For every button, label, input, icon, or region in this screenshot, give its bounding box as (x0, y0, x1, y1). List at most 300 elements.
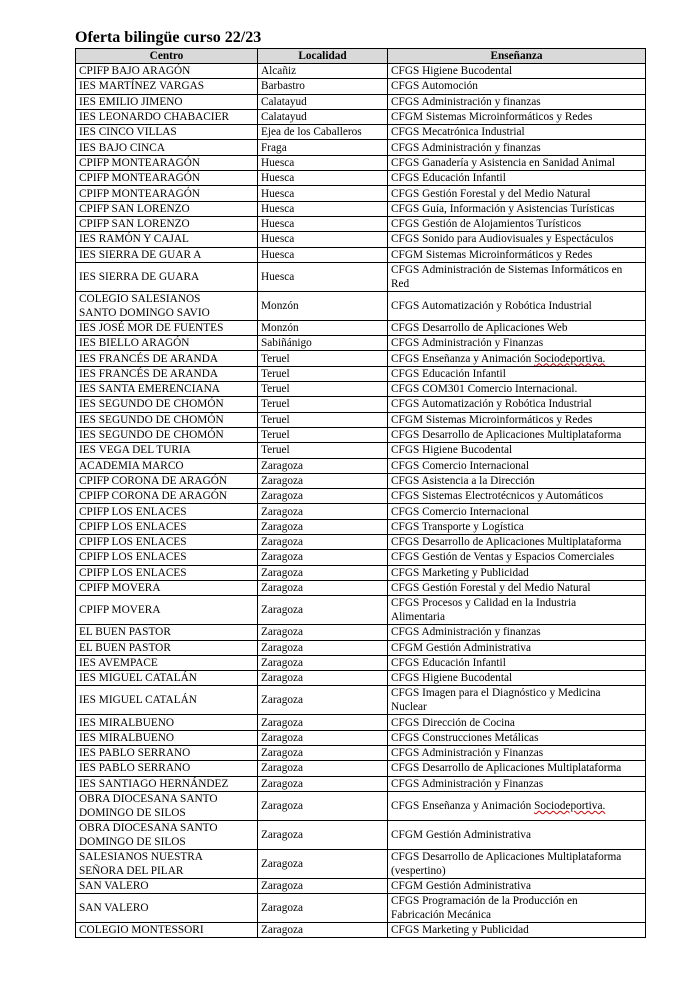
cell-centro-line: IES RAMÓN Y CAJAL (79, 233, 189, 246)
cell-ensenanza-line: CFGS Higiene Bucodental (391, 65, 513, 78)
cell-centro-line: CPIFP SAN LORENZO (79, 218, 190, 231)
cell-centro-line: COLEGIO SALESIANOS (79, 292, 201, 305)
cell-ensenanza (388, 64, 646, 79)
cell-centro (76, 894, 258, 923)
cell-centro (76, 171, 258, 186)
cell-ensenanza-line: CFGS Administración y finanzas (391, 95, 541, 108)
cell-centro (76, 140, 258, 155)
cell-localidad: Teruel (258, 412, 388, 427)
cell-centro (76, 535, 258, 550)
cell-ensenanza-line: CFGS Higiene Bucodental (391, 672, 513, 685)
cell-localidad: Ejea de los Caballeros (258, 125, 388, 140)
cell-centro-line: CPIFP CORONA DE ARAGÓN (79, 490, 228, 503)
cell-localidad: Calatayud (258, 109, 388, 124)
cell-ensenanza-line: CFGS Automatización y Robótica Industrial (391, 299, 592, 312)
cell-localidad: Teruel (258, 366, 388, 381)
cell-centro-line: IES SEGUNDO DE CHOMÓN (79, 398, 224, 411)
cell-centro-line: SANTO DOMINGO SAVIO (79, 306, 210, 319)
cell-centro (76, 519, 258, 534)
cell-ensenanza-line: CFGS Marketing y Publicidad (391, 924, 529, 937)
cell-ensenanza (388, 671, 646, 686)
cell-ensenanza-line: CFGS Gestión Forestal y del Medio Natural (391, 187, 591, 200)
cell-localidad: Zaragoza (258, 625, 388, 640)
cell-ensenanza (388, 155, 646, 170)
cell-centro-line: CPIFP LOS ENLACES (79, 551, 187, 564)
cell-centro-line: COLEGIO MONTESSORI (79, 924, 204, 937)
cell-centro (76, 820, 258, 849)
cell-ensenanza-line: CFGM Sistemas Microinformáticos y Redes (391, 111, 593, 124)
cell-centro (76, 155, 258, 170)
cell-centro (76, 745, 258, 760)
cell-localidad: Zaragoza (258, 791, 388, 820)
table-row (76, 473, 646, 488)
table-row (76, 791, 646, 820)
cell-ensenanza-line: CFGS Construcciones Metálicas (391, 731, 539, 744)
cell-ensenanza (388, 820, 646, 849)
cell-localidad: Monzón (258, 320, 388, 335)
cell-centro-line: IES JOSÉ MOR DE FUENTES (79, 322, 224, 334)
cell-centro (76, 320, 258, 335)
cell-localidad: Zaragoza (258, 686, 388, 715)
cell-centro (76, 109, 258, 124)
cell-centro (76, 730, 258, 745)
cell-centro-line: IES MARTÍNEZ VARGAS (79, 80, 205, 93)
cell-ensenanza (388, 489, 646, 504)
table-row (76, 171, 646, 186)
cell-ensenanza (388, 336, 646, 351)
cell-centro-line: IES FRANCÉS DE ARANDA (79, 352, 219, 365)
cell-ensenanza-line: CFGS Automoción (391, 80, 478, 93)
cell-centro-line: IES PABLO SERRANO (79, 762, 191, 775)
cell-centro (76, 715, 258, 730)
cell-ensenanza-line: CFGS Administración y Finanzas (391, 747, 544, 760)
cell-ensenanza-line: CFGS Transporte y Logística (391, 520, 524, 533)
cell-centro (76, 412, 258, 427)
table-row (76, 382, 646, 397)
cell-centro-line: IES BAJO CINCA (79, 141, 165, 154)
cell-ensenanza (388, 565, 646, 580)
cell-ensenanza-line: CFGM Gestión Administrativa (391, 828, 531, 841)
cell-ensenanza-line: CFGS Programación de la Producción en (391, 895, 578, 908)
table-row (76, 655, 646, 670)
cell-ensenanza-line: Alimentaria (391, 611, 445, 624)
table-row (76, 565, 646, 580)
table-row (76, 745, 646, 760)
table-row (76, 427, 646, 442)
cell-ensenanza (388, 94, 646, 109)
cell-ensenanza-line: CFGS Higiene Bucodental (391, 444, 513, 457)
cell-ensenanza-line: CFGS Dirección de Cocina (391, 716, 515, 729)
cell-ensenanza (388, 382, 646, 397)
cell-localidad: Zaragoza (258, 761, 388, 776)
spellcheck-mark: Sociodeportiva. (534, 352, 606, 365)
cell-centro (76, 761, 258, 776)
cell-localidad: Zaragoza (258, 580, 388, 595)
table-row (76, 247, 646, 262)
cell-ensenanza (388, 923, 646, 938)
cell-centro (76, 186, 258, 201)
cell-ensenanza-line: CFGS Desarrollo de Aplicaciones Multiplataforma (391, 850, 622, 863)
spellcheck-mark: Sociodeportiva. (534, 799, 606, 812)
cell-centro (76, 351, 258, 366)
cell-localidad: Zaragoza (258, 640, 388, 655)
cell-centro (76, 849, 258, 878)
cell-ensenanza-line: CFGM Sistemas Microinformáticos y Redes (391, 413, 593, 426)
cell-centro-line: CPIFP SAN LORENZO (79, 202, 190, 215)
cell-ensenanza-line: CFGS Educación Infantil (391, 172, 506, 185)
table-row (76, 79, 646, 94)
cell-centro-line: IES SEGUNDO DE CHOMÓN (79, 429, 224, 442)
cell-ensenanza (388, 186, 646, 201)
table-row (76, 550, 646, 565)
cell-centro-line: IES SIERRA DE GUAR A (79, 248, 202, 261)
table-row (76, 580, 646, 595)
table-row (76, 336, 646, 351)
cell-ensenanza (388, 473, 646, 488)
cell-ensenanza-line: CFGS COM301 Comercio Internacional. (391, 383, 578, 396)
cell-centro (76, 686, 258, 715)
cell-ensenanza (388, 730, 646, 745)
table-row (76, 291, 646, 320)
cell-ensenanza-line: CFGS Enseñanza y Animación Sociodeportiva. (391, 352, 606, 365)
cell-centro-line: CPIFP LOS ENLACES (79, 536, 187, 549)
cell-centro-line: IES SIERRA DE GUARA (79, 270, 200, 283)
cell-centro-line: IES MIGUEL CATALÁN (79, 694, 197, 707)
cell-centro (76, 336, 258, 351)
table-row (76, 519, 646, 534)
table-row (76, 730, 646, 745)
cell-ensenanza-line: CFGM Gestión Administrativa (391, 641, 531, 654)
cell-ensenanza (388, 79, 646, 94)
table-row (76, 320, 646, 335)
cell-centro-line: CPIFP MONTEARAGÓN (79, 187, 201, 200)
cell-localidad: Zaragoza (258, 820, 388, 849)
table-row (76, 535, 646, 550)
cell-centro (76, 427, 258, 442)
cell-centro-line: IES LEONARDO CHABACIER (79, 111, 229, 124)
cell-ensenanza-line: CFGS Administración y finanzas (391, 141, 541, 154)
cell-centro-line: IES MIGUEL CATALÁN (79, 672, 197, 685)
cell-ensenanza-line: CFGS Administración y finanzas (391, 626, 541, 639)
cell-localidad: Calatayud (258, 94, 388, 109)
cell-ensenanza-line: Red (391, 277, 410, 290)
header-localidad: Localidad (258, 49, 388, 64)
cell-centro (76, 565, 258, 580)
table-row (76, 412, 646, 427)
cell-localidad: Teruel (258, 397, 388, 412)
cell-ensenanza (388, 171, 646, 186)
cell-centro (76, 201, 258, 216)
cell-ensenanza-line: CFGS Ganadería y Asistencia en Sanidad Animal (391, 156, 616, 169)
cell-centro-line: CPIFP MONTEARAGÓN (79, 156, 201, 169)
cell-ensenanza-line: CFGS Procesos y Calidad en la Industria (391, 597, 577, 610)
cell-centro-line: EL BUEN PASTOR (79, 641, 171, 654)
cell-ensenanza (388, 580, 646, 595)
cell-centro (76, 262, 258, 291)
cell-ensenanza-line: CFGS Comercio Internacional (391, 505, 530, 518)
cell-centro-line: IES CINCO VILLAS (79, 126, 177, 139)
cell-ensenanza (388, 504, 646, 519)
cell-centro-line: IES FRANCÉS DE ARANDA (79, 367, 219, 380)
cell-ensenanza (388, 262, 646, 291)
cell-ensenanza-line: CFGS Educación Infantil (391, 367, 506, 380)
cell-centro-line: CPIFP LOS ENLACES (79, 566, 187, 579)
cell-localidad: Zaragoza (258, 894, 388, 923)
cell-centro-line: OBRA DIOCESANA SANTO (79, 792, 218, 805)
cell-localidad: Fraga (258, 140, 388, 155)
cell-centro (76, 504, 258, 519)
cell-ensenanza (388, 458, 646, 473)
cell-centro (76, 397, 258, 412)
cell-localidad: Zaragoza (258, 923, 388, 938)
cell-ensenanza (388, 412, 646, 427)
cell-ensenanza-line: CFGS Mecatrónica Industrial (391, 126, 525, 139)
cell-localidad: Huesca (258, 171, 388, 186)
cell-localidad: Alcañiz (258, 64, 388, 79)
table-row (76, 155, 646, 170)
cell-ensenanza-line: CFGS Sistemas Electrotécnicos y Automáticos (391, 490, 604, 503)
cell-centro (76, 366, 258, 381)
cell-localidad: Huesca (258, 201, 388, 216)
cell-centro-line: SAN VALERO (79, 902, 149, 915)
cell-ensenanza-line: CFGS Sonido para Audiovisuales y Espectáculos (391, 233, 614, 246)
cell-ensenanza-line: CFGS Imagen para el Diagnóstico y Medicina (391, 687, 601, 700)
cell-localidad: Zaragoza (258, 550, 388, 565)
table-row (76, 443, 646, 458)
table-row (76, 625, 646, 640)
offer-table (75, 48, 646, 938)
cell-centro (76, 596, 258, 625)
cell-localidad: Monzón (258, 291, 388, 320)
cell-centro (76, 791, 258, 820)
cell-ensenanza-line: Fabricación Mecánica (391, 909, 492, 922)
table-row (76, 232, 646, 247)
cell-localidad: Sabiñánigo (258, 336, 388, 351)
cell-localidad: Zaragoza (258, 655, 388, 670)
cell-ensenanza-line: CFGS Asistencia a la Dirección (391, 474, 535, 487)
cell-centro (76, 216, 258, 231)
table-row (76, 186, 646, 201)
cell-localidad: Huesca (258, 155, 388, 170)
cell-centro (76, 580, 258, 595)
cell-localidad: Zaragoza (258, 565, 388, 580)
cell-localidad: Zaragoza (258, 504, 388, 519)
cell-ensenanza (388, 201, 646, 216)
cell-centro-line: OBRA DIOCESANA SANTO (79, 821, 218, 834)
cell-localidad: Zaragoza (258, 776, 388, 791)
cell-ensenanza (388, 849, 646, 878)
cell-localidad: Zaragoza (258, 715, 388, 730)
cell-centro-line: IES SEGUNDO DE CHOMÓN (79, 413, 224, 426)
table-row (76, 640, 646, 655)
cell-ensenanza (388, 776, 646, 791)
cell-centro (76, 232, 258, 247)
cell-localidad: Huesca (258, 262, 388, 291)
cell-localidad: Zaragoza (258, 849, 388, 878)
cell-centro (76, 79, 258, 94)
table-row (76, 216, 646, 231)
cell-ensenanza-line: CFGS Administración y Finanzas (391, 777, 544, 790)
cell-localidad: Huesca (258, 216, 388, 231)
table-row (76, 923, 646, 938)
table-row (76, 596, 646, 625)
cell-ensenanza (388, 519, 646, 534)
cell-ensenanza-line: CFGS Automatización y Robótica Industrial (391, 398, 592, 411)
cell-localidad: Zaragoza (258, 745, 388, 760)
table-row (76, 366, 646, 381)
cell-ensenanza-line: CFGS Gestión de Ventas y Espacios Comerciales (391, 551, 615, 564)
cell-ensenanza-line: CFGS Gestión Forestal y del Medio Natural (391, 582, 591, 595)
cell-ensenanza (388, 640, 646, 655)
cell-ensenanza-line: CFGS Enseñanza y Animación Sociodeportiva. (391, 799, 606, 812)
cell-localidad: Teruel (258, 443, 388, 458)
table-row (76, 715, 646, 730)
cell-ensenanza (388, 655, 646, 670)
cell-ensenanza (388, 625, 646, 640)
cell-centro (76, 776, 258, 791)
cell-localidad: Zaragoza (258, 458, 388, 473)
header-row (76, 49, 646, 64)
cell-localidad: Huesca (258, 186, 388, 201)
cell-localidad: Zaragoza (258, 671, 388, 686)
table-row (76, 820, 646, 849)
cell-ensenanza (388, 894, 646, 923)
cell-centro (76, 125, 258, 140)
cell-localidad: Barbastro (258, 79, 388, 94)
table-row (76, 878, 646, 893)
cell-centro-line: IES EMILIO JIMENO (79, 95, 183, 108)
table-row (76, 776, 646, 791)
cell-centro-line: DOMINGO DE SILOS (79, 806, 186, 819)
cell-centro-line: SEÑORA DEL PILAR (79, 864, 184, 877)
cell-ensenanza-line: CFGS Gestión de Alojamientos Turísticos (391, 218, 582, 231)
cell-centro-line: ACADEMIA MARCO (79, 459, 184, 472)
cell-centro-line: IES VEGA DEL TURIA (79, 444, 191, 457)
cell-localidad: Zaragoza (258, 730, 388, 745)
cell-localidad: Zaragoza (258, 519, 388, 534)
cell-localidad: Zaragoza (258, 535, 388, 550)
cell-centro (76, 382, 258, 397)
cell-ensenanza-line: CFGS Desarrollo de Aplicaciones Web (391, 322, 568, 334)
cell-centro (76, 671, 258, 686)
cell-ensenanza-line: CFGS Administración de Sistemas Informáticos en (391, 263, 623, 276)
cell-ensenanza (388, 140, 646, 155)
cell-ensenanza-line: CFGS Guía, Información y Asistencias Turísticas (391, 202, 615, 215)
cell-ensenanza-line: (vespertino) (391, 864, 446, 877)
table-row (76, 458, 646, 473)
table-row (76, 489, 646, 504)
cell-centro-line: CPIFP MONTEARAGÓN (79, 172, 201, 185)
table-row (76, 262, 646, 291)
cell-centro-line: SALESIANOS NUESTRA (79, 850, 203, 863)
cell-centro-line: SAN VALERO (79, 880, 149, 893)
cell-centro-line: IES MIRALBUENO (79, 731, 175, 744)
table-row (76, 504, 646, 519)
cell-ensenanza (388, 761, 646, 776)
cell-ensenanza (388, 550, 646, 565)
cell-ensenanza-line: Nuclear (391, 701, 427, 714)
cell-centro-line: IES AVEMPACE (79, 656, 158, 669)
cell-ensenanza (388, 125, 646, 140)
cell-localidad: Zaragoza (258, 489, 388, 504)
table-row (76, 140, 646, 155)
cell-localidad: Zaragoza (258, 596, 388, 625)
cell-centro (76, 550, 258, 565)
cell-centro (76, 458, 258, 473)
cell-ensenanza (388, 535, 646, 550)
table-row (76, 201, 646, 216)
cell-ensenanza (388, 351, 646, 366)
cell-centro-line: IES MIRALBUENO (79, 716, 175, 729)
cell-ensenanza (388, 232, 646, 247)
cell-centro (76, 655, 258, 670)
cell-centro-line: IES SANTIAGO HERNÁNDEZ (79, 777, 229, 790)
table-row (76, 109, 646, 124)
cell-localidad: Huesca (258, 232, 388, 247)
table-row (76, 761, 646, 776)
cell-centro (76, 923, 258, 938)
cell-localidad: Teruel (258, 427, 388, 442)
cell-centro-line: CPIFP CORONA DE ARAGÓN (79, 474, 228, 487)
cell-centro-line: IES SANTA EMERENCIANA (79, 383, 220, 396)
cell-centro (76, 291, 258, 320)
page-title: Oferta bilingüe curso 22/23 (75, 29, 262, 46)
cell-ensenanza (388, 397, 646, 412)
cell-centro (76, 878, 258, 893)
cell-centro (76, 443, 258, 458)
cell-ensenanza-line: CFGS Administración y Finanzas (391, 337, 544, 350)
cell-ensenanza-line: CFGS Educación Infantil (391, 656, 506, 669)
cell-ensenanza-line: CFGS Desarrollo de Aplicaciones Multiplataforma (391, 762, 622, 775)
cell-ensenanza (388, 745, 646, 760)
table-row (76, 125, 646, 140)
cell-localidad: Zaragoza (258, 878, 388, 893)
table-row (76, 894, 646, 923)
cell-centro (76, 640, 258, 655)
cell-centro (76, 625, 258, 640)
table-row (76, 351, 646, 366)
cell-ensenanza (388, 715, 646, 730)
header-ensenanza: Enseñanza (388, 49, 646, 64)
cell-centro (76, 489, 258, 504)
cell-centro-line: CPIFP MOVERA (79, 604, 161, 617)
cell-ensenanza (388, 320, 646, 335)
cell-centro-line: IES BIELLO ARAGÓN (79, 337, 190, 350)
cell-ensenanza (388, 791, 646, 820)
table-row (76, 671, 646, 686)
cell-centro-line: CPIFP LOS ENLACES (79, 520, 187, 533)
cell-ensenanza-line: CFGS Comercio Internacional (391, 459, 530, 472)
table-row (76, 686, 646, 715)
cell-ensenanza (388, 443, 646, 458)
table-row (76, 849, 646, 878)
table-row (76, 397, 646, 412)
cell-ensenanza (388, 291, 646, 320)
cell-centro-line: CPIFP MOVERA (79, 582, 161, 595)
cell-ensenanza (388, 366, 646, 381)
cell-centro-line: CPIFP LOS ENLACES (79, 505, 187, 518)
table-row (76, 64, 646, 79)
cell-ensenanza (388, 427, 646, 442)
cell-centro-line: DOMINGO DE SILOS (79, 835, 186, 848)
cell-ensenanza-line: CFGM Gestión Administrativa (391, 880, 531, 893)
cell-centro-line: CPIFP BAJO ARAGÓN (79, 65, 191, 78)
cell-ensenanza (388, 878, 646, 893)
cell-ensenanza-line: CFGS Desarrollo de Aplicaciones Multiplataforma (391, 429, 622, 442)
cell-ensenanza (388, 596, 646, 625)
header-centro: Centro (76, 49, 258, 64)
cell-ensenanza-line: CFGS Desarrollo de Aplicaciones Multiplataforma (391, 536, 622, 549)
